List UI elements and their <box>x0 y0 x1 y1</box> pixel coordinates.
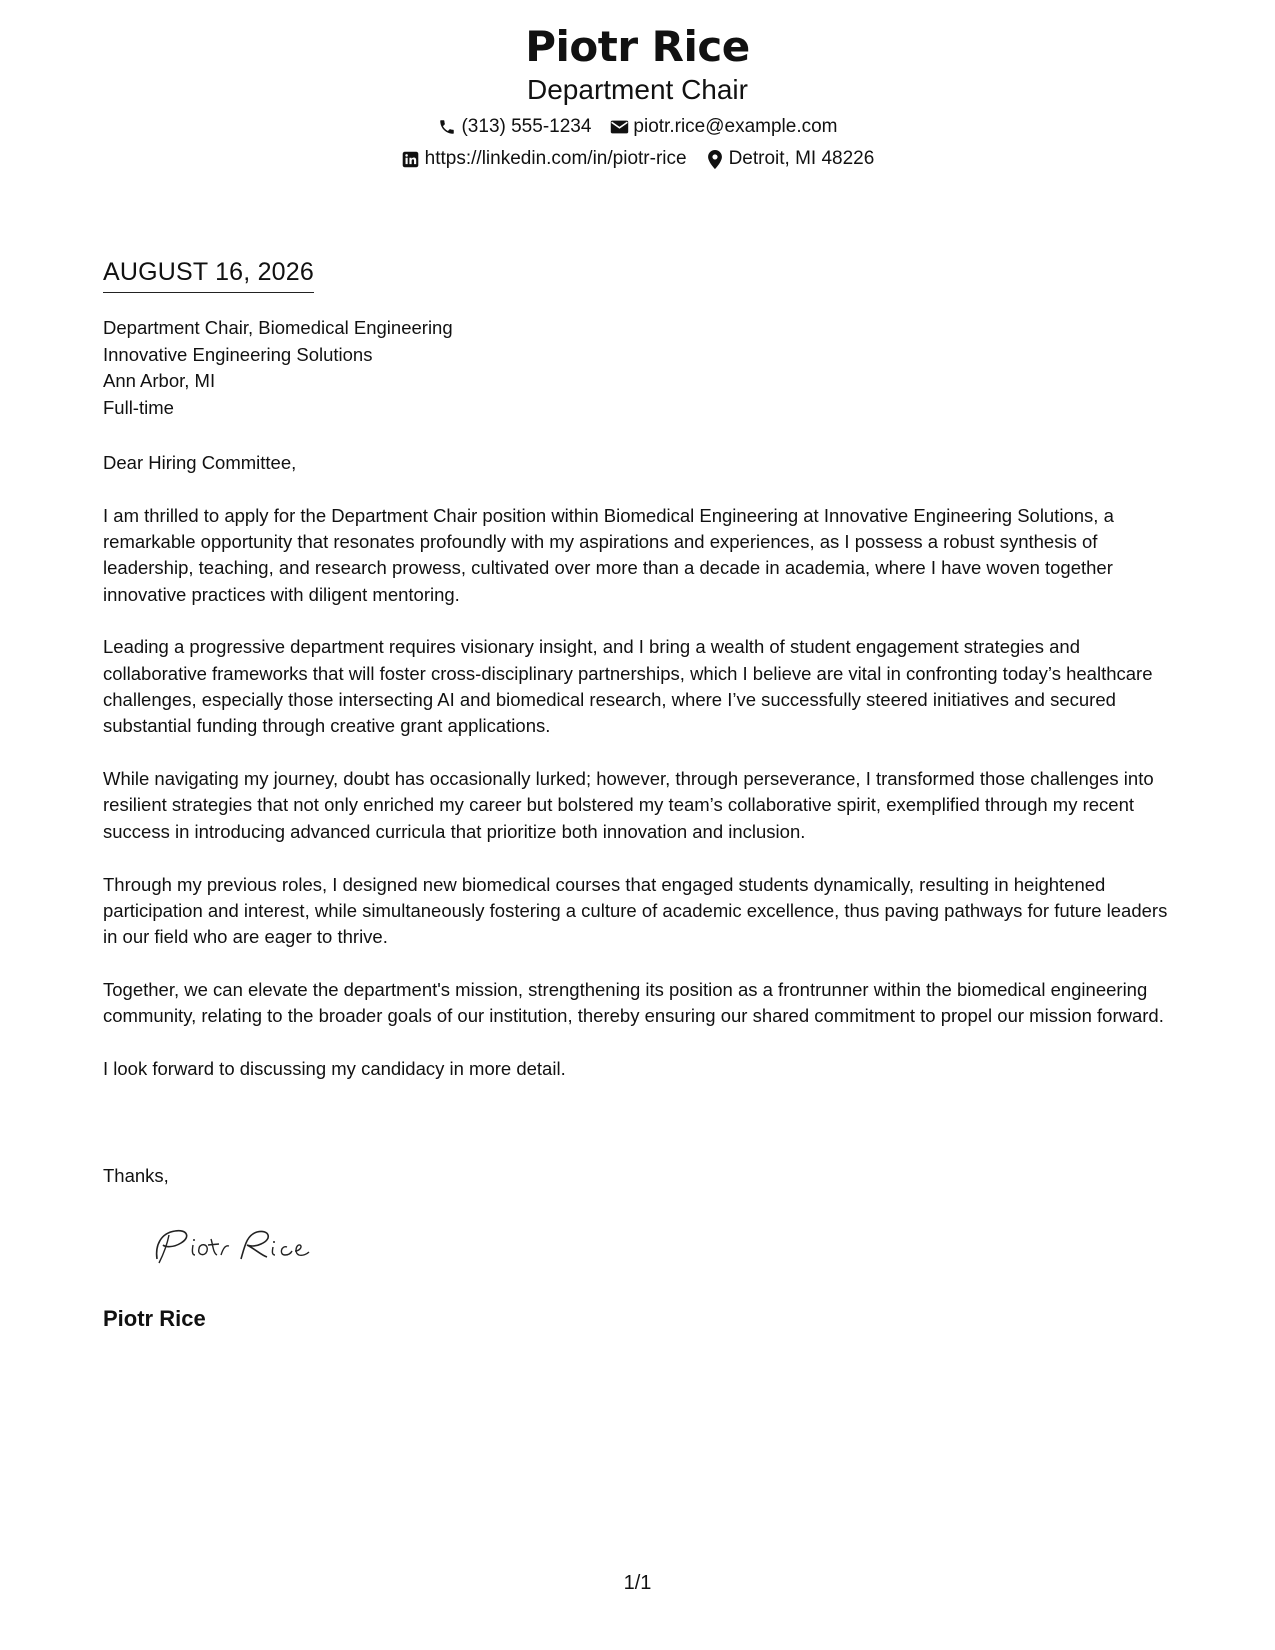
envelope-icon <box>609 117 629 137</box>
letter-date: AUGUST 16, 2026 <box>103 255 314 293</box>
body-paragraph: Together, we can elevate the department's mission, strengthening its position as a frontrunner within the biomedical engineering community, relating to the broader goals of our institution, thereby ensuring our shared commitment to propel our mission forward. <box>103 978 1164 1027</box>
recipient-line: Ann Arbor, MI <box>103 370 216 391</box>
recipient-line: Innovative Engineering Solutions <box>103 343 373 365</box>
closing: Thanks, <box>103 1165 169 1186</box>
phone-icon <box>437 117 457 137</box>
contact-linkedin[interactable] <box>401 147 687 171</box>
contact-row-1 <box>0 115 1275 139</box>
linkedin-text[interactable]: https://linkedin.com/in/piotr-rice <box>424 148 687 169</box>
location-text: Detroit, MI 48226 <box>728 148 875 169</box>
body-paragraph: Leading a progressive department requires visionary insight, and I bring a wealth of student engagement strategies and collaborative frameworks that will foster cross-disciplinary partnerships, which I believe are vital in confronting today’s healthcare challenges, especially those intersecting AI and biomedical research, where I’ve successfully steered initiatives and secured substantial funding through creative grant applications. <box>103 636 1153 737</box>
contact-email[interactable] <box>609 115 837 139</box>
recipient-line: Department Chair, Biomedical Engineering <box>103 317 453 338</box>
page-number: 1/1 <box>623 1572 652 1594</box>
body-paragraph: While navigating my journey, doubt has occasionally lurked; however, through perseverance, I transformed those challenges into resilient strategies that not only enriched my career but bolstered my team’s collaborative spirit, exemplified through my recent success in introducing advanced curricula that prioritize both innovation and inclusion. <box>103 768 1154 842</box>
contact-phone <box>437 115 591 139</box>
body-paragraph: I look forward to discussing my candidacy in more detail. <box>103 1058 566 1080</box>
contact-row-2 <box>0 147 1275 171</box>
applicant-title: Department Chair <box>527 74 748 105</box>
handwritten-signature <box>145 1215 325 1275</box>
linkedin-icon <box>401 149 421 169</box>
recipient-block <box>103 315 453 421</box>
email-text[interactable]: piotr.rice@example.com <box>633 116 838 137</box>
body-paragraph: Through my previous roles, I designed new biomedical courses that engaged students dynamically, resulting in heightened participation and interest, while simultaneously fostering a culture of academic excellence, thus paving pathways for future leaders in our field who are eager to thrive. <box>103 873 1168 948</box>
map-pin-icon <box>705 149 725 169</box>
body-paragraph: I am thrilled to apply for the Department Chair position within Biomedical Engineering at Innovative Engineering Solutions, a remarkable opportunity that resonates profoundly with my aspirations and experiences, as I possess a robust synthesis of leadership, teaching, and research prowess, cultivated over more than a decade in academia, where I have woven together innovative practices with diligent mentoring. <box>103 504 1114 605</box>
contact-location <box>705 147 875 171</box>
recipient-line: Full-time <box>103 396 174 418</box>
letter-header <box>0 20 1275 171</box>
applicant-name: Piotr Rice <box>525 22 750 71</box>
salutation: Dear Hiring Committee, <box>103 452 297 473</box>
phone-text: (313) 555-1234 <box>461 116 592 137</box>
signer-name: Piotr Rice <box>103 1306 206 1331</box>
letter-body <box>103 450 1183 1109</box>
